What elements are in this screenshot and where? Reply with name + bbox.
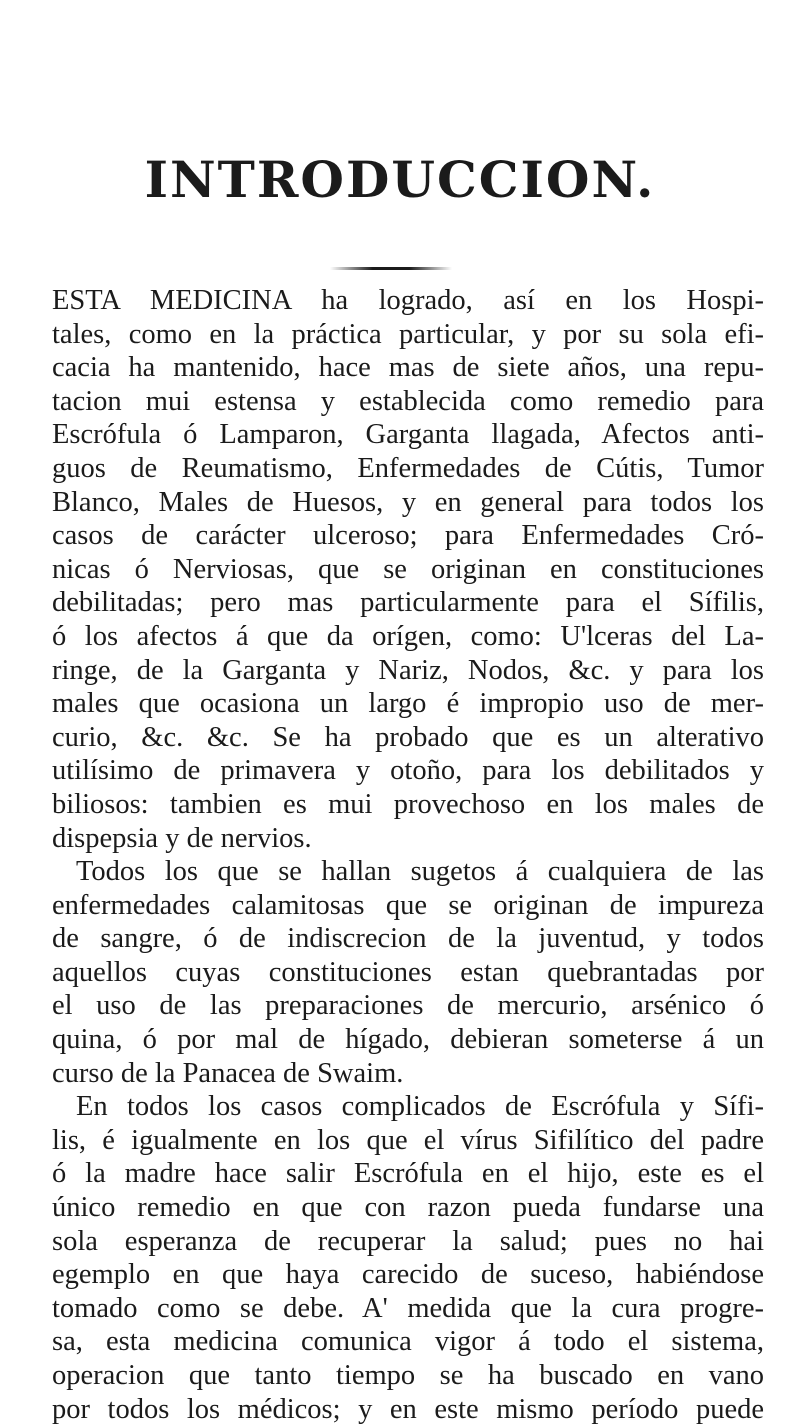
text-line: ó la madre hace salir Escrófula en el hijo, este es el: [52, 1158, 764, 1190]
text-line: enfermedades calamitosas que se originan de impureza: [52, 889, 764, 921]
text-line: sa, esta medicina comunica vigor á todo el sistema,: [52, 1326, 764, 1358]
text-line: quina, ó por mal de hígado, debieran someterse á un: [52, 1024, 764, 1056]
text-line: único remedio en que con razon pueda fundarse una: [52, 1192, 764, 1224]
text-line: el uso de las preparaciones de mercurio, arsénico ó: [52, 990, 764, 1022]
text-line: Blanco, Males de Huesos, y en general para todos los: [52, 486, 764, 518]
text-line: ESTA MEDICINA ha logrado, así en los Hospi-: [52, 285, 764, 316]
title-divider-rule: [330, 267, 452, 270]
text-line: En todos los casos complicados de Escrófula y Sífi-: [76, 1091, 764, 1123]
text-line: ó los afectos á que da orígen, como: U'lceras del La-: [52, 620, 764, 652]
text-line: egemplo en que haya carecido de suceso, habiéndose: [52, 1259, 764, 1291]
text-line: de sangre, ó de indiscrecion de la juventud, y todos: [52, 923, 764, 955]
text-line: Todos los que se hallan sugetos á cualquiera de las: [76, 856, 764, 888]
text-line: dispepsia y de nervios.: [52, 822, 312, 854]
text-line: tacion mui estensa y establecida como remedio para: [52, 385, 764, 417]
text-line: debilitadas; pero mas particularmente para el Sífilis,: [52, 587, 764, 619]
text-line: tomado como se debe. A' medida que la cura progre-: [52, 1292, 764, 1324]
text-line: Escrófula ó Lamparon, Garganta llagada, Afectos anti-: [52, 419, 764, 451]
text-line: casos de carácter ulceroso; para Enfermedades Cró-: [52, 520, 764, 552]
text-line: tales, como en la práctica particular, y por su sola efi-: [52, 318, 764, 350]
text-line: por todos los médicos; y en este mismo período puede: [52, 1393, 764, 1425]
text-line: utilísimo de primavera y otoño, para los debilitados y: [52, 755, 764, 787]
text-line: biliosos: tambien es mui provechoso en los males de: [52, 788, 764, 820]
text-line: lis, é igualmente en los que el vírus Sifilítico del padre: [52, 1124, 764, 1156]
text-line: operacion que tanto tiempo se ha buscado en vano: [52, 1360, 764, 1391]
chapter-title: INTRODUCCION.: [144, 150, 656, 209]
text-line: nicas ó Nerviosas, que se originan en constituciones: [52, 553, 764, 585]
text-line: sola esperanza de recuperar la salud; pues no hai: [52, 1225, 764, 1257]
text-line: aquellos cuyas constituciones estan quebrantadas por: [52, 956, 764, 988]
text-line: curio, &c. &c. Se ha probado que es un alterativo: [52, 721, 764, 753]
text-line: males que ocasiona un largo é impropio uso de mer-: [52, 688, 764, 720]
body-text: [52, 284, 764, 1426]
text-line: guos de Reumatismo, Enfermedades de Cútis, Tumor: [52, 452, 764, 484]
text-line: curso de la Panacea de Swaim.: [52, 1057, 404, 1089]
text-line: ringe, de la Garganta y Nariz, Nodos, &c. y para los: [52, 654, 764, 686]
text-line: cacia ha mantenido, hace mas de siete años, una repu-: [52, 352, 764, 384]
